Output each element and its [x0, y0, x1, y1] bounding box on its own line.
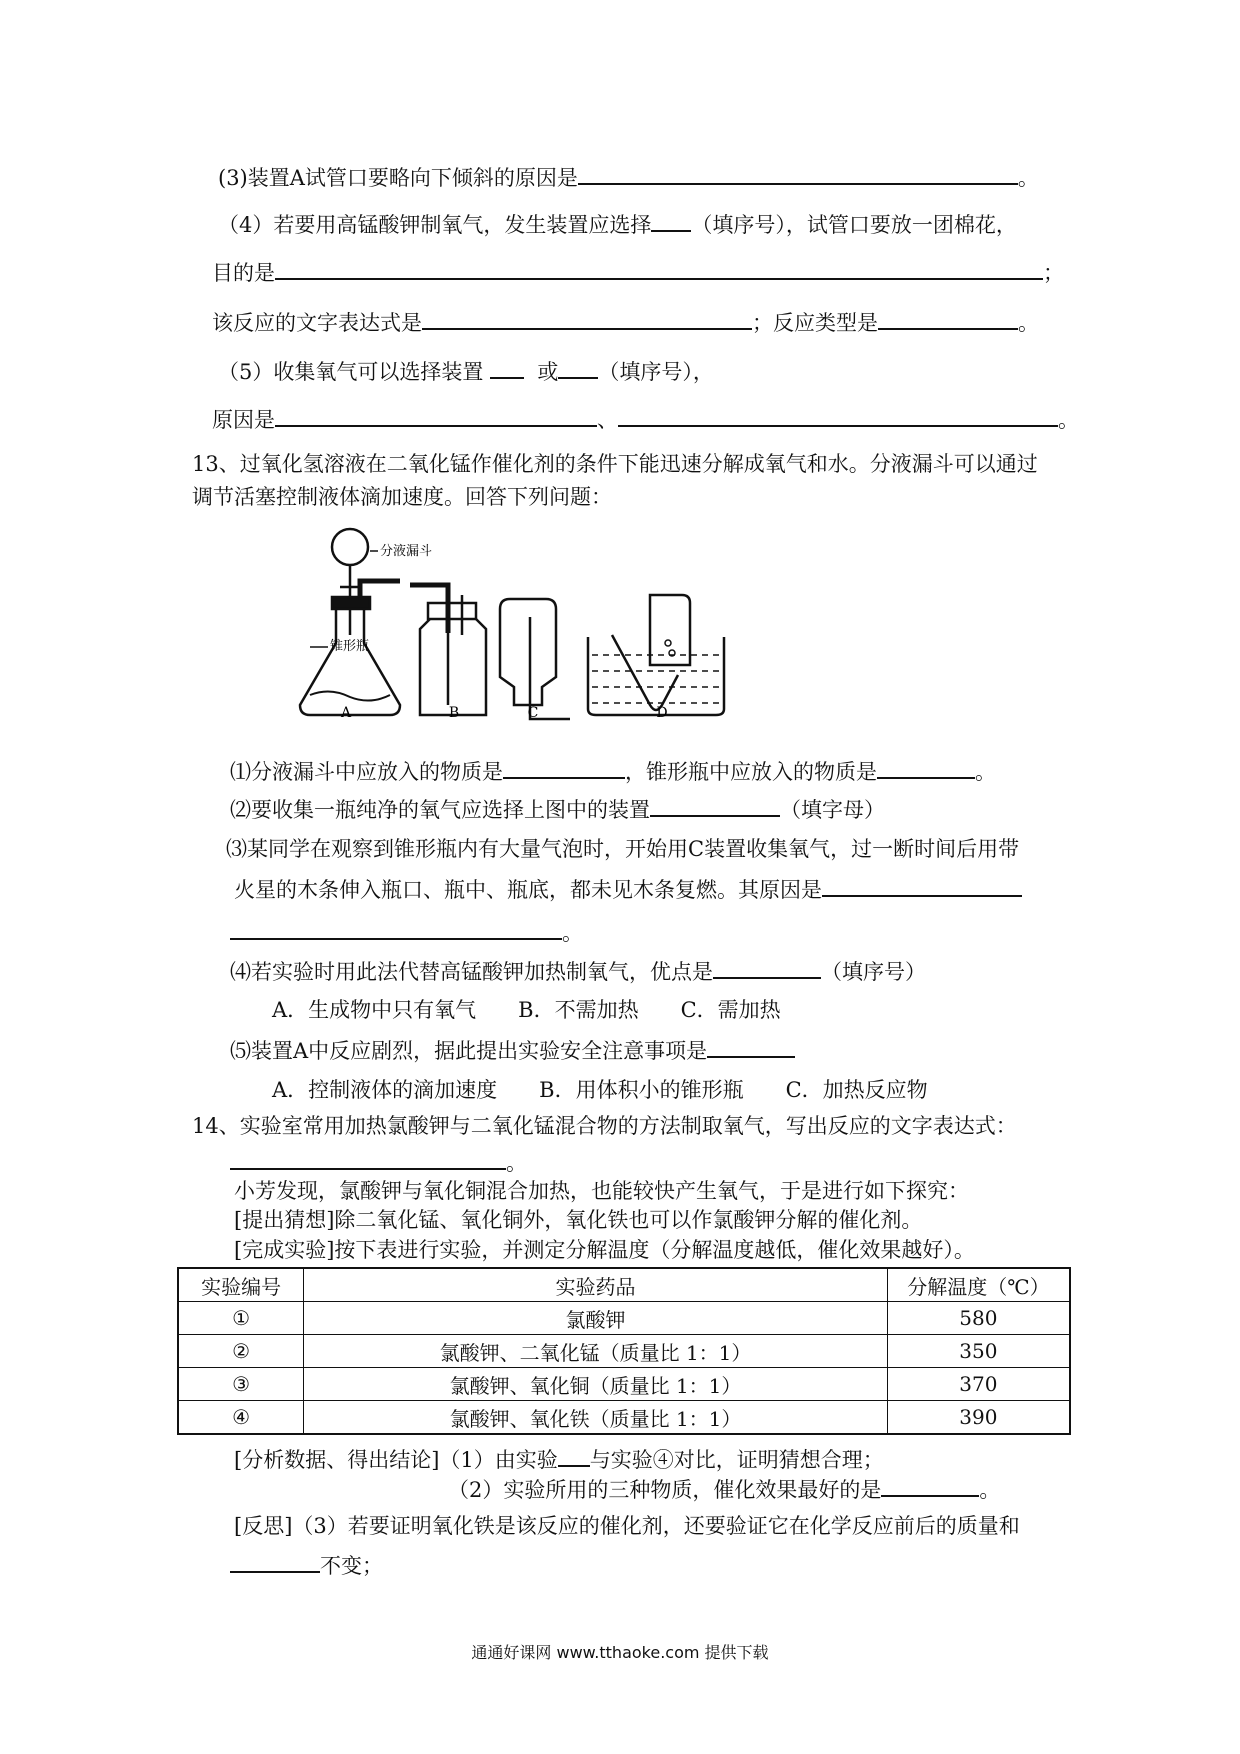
table-row — [178, 1401, 1070, 1435]
q13-part4-options: A．生成物中只有氧气 B．不需加热 C．需加热 — [272, 998, 781, 1022]
q14-reflection-line1: [反思]（3）若要证明氧化铁是该反应的催化剂，还要验证它在化学反应前后的质量和 — [234, 1514, 1020, 1538]
q13-intro-line2: 调节活塞控制液体滴加速度。回答下列问题： — [192, 485, 612, 509]
label-b: B — [448, 705, 460, 721]
table-header: 实验编号 — [178, 1268, 304, 1302]
table-header: 分解温度（℃） — [887, 1268, 1070, 1302]
q12-part5-line1: （5）收集氧气可以选择装置 或 （填序号）， — [218, 357, 714, 386]
q13-part3-line2: 火星的木条伸入瓶口、瓶中、瓶底，都未见木条复燃。其原因是 — [234, 875, 1022, 904]
answer-blank[interactable] — [881, 1475, 979, 1497]
q13-part3-line1: ⑶某同学在观察到锥形瓶内有大量气泡时，开始用C装置收集氧气，过一断时间后用带 — [226, 837, 1020, 861]
q14-conclusion2: （2）实验所用的三种物质，催化效果最好的是 。 — [448, 1475, 1000, 1504]
q14-intro: 14、实验室常用加热氯酸钾与二氧化锰混合物的方法制取氧气，写出反应的文字表达式： — [192, 1114, 1017, 1138]
table-cell: 氯酸钾、氧化铁（质量比 1：1） — [304, 1401, 888, 1435]
table-cell: 氯酸钾、二氧化锰（质量比 1：1） — [304, 1335, 888, 1368]
q13-part3-line3: 。 — [230, 918, 583, 947]
q12-part4-line3: 该反应的文字表达式是 ；反应类型是 。 — [212, 308, 1039, 337]
answer-blank[interactable] — [707, 1036, 795, 1058]
q14-line2: [提出猜想]除二氧化锰、氧化铜外，氧化铁也可以作氯酸钾分解的催化剂。 — [234, 1208, 923, 1232]
answer-blank[interactable] — [275, 405, 597, 427]
experiment-table — [177, 1267, 1071, 1435]
table-header: 实验药品 — [304, 1268, 888, 1302]
q13-part2: ⑵要收集一瓶纯净的氧气应选择上图中的装置 （填字母） — [230, 795, 885, 824]
table-cell: 氯酸钾 — [304, 1302, 888, 1335]
table-cell: 390 — [887, 1401, 1070, 1435]
table-cell: ④ — [178, 1401, 304, 1435]
apparatus-c — [500, 599, 570, 719]
answer-blank[interactable] — [490, 357, 524, 379]
q14-line3: [完成实验]按下表进行实验，并测定分解温度（分解温度越低，催化效果越好）。 — [234, 1238, 975, 1262]
answer-blank[interactable] — [422, 308, 752, 330]
apparatus-figure — [290, 525, 830, 725]
label-a: A — [340, 705, 352, 721]
table-row — [178, 1335, 1070, 1368]
table-cell: ② — [178, 1335, 304, 1368]
answer-blank[interactable] — [877, 757, 975, 779]
answer-blank[interactable] — [822, 875, 1022, 897]
answer-blank[interactable] — [558, 1445, 590, 1467]
answer-blank[interactable] — [650, 795, 780, 817]
answer-blank[interactable] — [230, 1551, 320, 1573]
q13-intro-line1: 13、过氧化氢溶液在二氧化锰作催化剂的条件下能迅速分解成氧气和水。分液漏斗可以通过 — [192, 452, 1038, 476]
label-funnel: 分液漏斗 — [380, 544, 433, 559]
answer-blank[interactable] — [275, 258, 1043, 280]
label-d: D — [656, 705, 668, 721]
table-cell: 370 — [887, 1368, 1070, 1401]
label-flask: 锥形瓶 — [330, 639, 370, 654]
answer-blank[interactable] — [651, 210, 691, 232]
answer-blank[interactable] — [558, 357, 598, 379]
answer-blank[interactable] — [618, 405, 1058, 427]
q14-intro-blank-line: 。 — [230, 1148, 527, 1177]
label-c: C — [527, 705, 539, 721]
table-row — [178, 1368, 1070, 1401]
apparatus-d — [588, 595, 724, 715]
apparatus-b — [410, 585, 486, 715]
answer-blank[interactable] — [578, 163, 1018, 185]
answer-blank[interactable] — [230, 1148, 506, 1170]
table-cell: ③ — [178, 1368, 304, 1401]
q12-part4-line2: 目的是 ； — [212, 258, 1064, 287]
q12-part5-line2: 原因是 、 。 — [212, 405, 1079, 434]
page-footer: 通通好课网 www.tthaoke.com 提供下载 — [471, 1643, 769, 1662]
q13-part1: ⑴分液漏斗中应放入的物质是 ，锥形瓶中应放入的物质是 。 — [230, 757, 996, 786]
answer-blank[interactable] — [878, 308, 1018, 330]
answer-blank[interactable] — [230, 918, 562, 940]
table-cell: 350 — [887, 1335, 1070, 1368]
answer-blank[interactable] — [713, 957, 821, 979]
q13-part4: ⑷若实验时用此法代替高锰酸钾加热制氧气，优点是 （填序号） — [230, 957, 926, 986]
q12-part3: (3)装置A试管口要略向下倾斜的原因是 。 — [218, 163, 1039, 192]
table-row — [178, 1302, 1070, 1335]
q14-line1: 小芳发现，氯酸钾与氧化铜混合加热，也能较快产生氧气，于是进行如下探究： — [234, 1179, 969, 1203]
table-cell: 氯酸钾、氧化铜（质量比 1：1） — [304, 1368, 888, 1401]
q14-conclusion1: [分析数据、得出结论]（1）由实验 与实验④对比，证明猜想合理； — [234, 1445, 884, 1474]
answer-blank[interactable] — [503, 757, 625, 779]
table-cell: 580 — [887, 1302, 1070, 1335]
q13-part5: ⑸装置A中反应剧烈，据此提出实验安全注意事项是 — [230, 1036, 795, 1065]
q13-part5-options: A．控制液体的滴加速度 B．用体积小的锥形瓶 C．加热反应物 — [272, 1078, 928, 1102]
q14-reflection-line2: 不变； — [230, 1551, 383, 1580]
table-cell: ① — [178, 1302, 304, 1335]
q12-part4-line1: （4）若要用高锰酸钾制氧气，发生装置应选择 （填序号），试管口要放一团棉花， — [218, 210, 1017, 239]
table-header-row — [178, 1268, 1070, 1302]
